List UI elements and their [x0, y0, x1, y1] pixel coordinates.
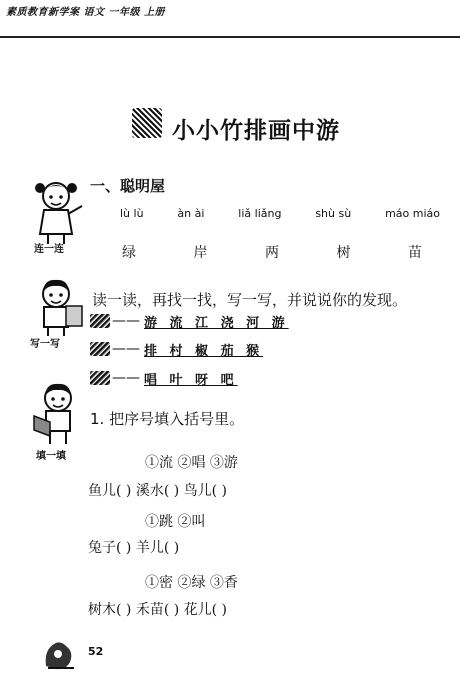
options-3: ①密 ②绿 ③香 [145, 575, 238, 591]
caption-diyixie: 写一写 [30, 339, 60, 350]
radical-icon [90, 371, 110, 385]
group-row: —— 排 村 椒 茄 猴 [90, 339, 263, 359]
hanzi-item: 树 [336, 245, 351, 261]
options-2: ①跳 ②叫 [145, 514, 206, 530]
radical-icon [90, 342, 110, 356]
hanzi-item: 岸 [193, 245, 208, 261]
hanzi-item: 苗 [408, 245, 422, 261]
pinyin-item: àn ài [177, 207, 205, 220]
pinyin-row [120, 207, 440, 220]
blanks-3: 树木( ) 禾苗( ) 花儿( ) [88, 602, 228, 618]
hanzi-item: 两 [265, 245, 279, 261]
blanks-1: 鱼儿( ) 溪水( ) 鸟儿( ) [88, 483, 228, 499]
pinyin-item: liǎ liǎng [238, 207, 282, 220]
blanks-2: 兔子( ) 羊儿( ) [88, 540, 180, 556]
group-row: —— 游 流 江 浇 河 游 [90, 311, 289, 331]
caption-tianyitian: 填一填 [36, 451, 66, 462]
page-title: 小小竹排画中游 [172, 118, 340, 144]
options-1: ①流 ②唱 ③游 [145, 455, 238, 471]
radical-icon [90, 314, 110, 328]
section-title: 一、聪明屋 [90, 177, 166, 195]
footer-ornament [40, 636, 80, 672]
hanzi-item: 绿 [122, 245, 136, 261]
page-number: 52 [88, 645, 104, 658]
title-icon [132, 108, 162, 138]
girl-illustration [30, 178, 88, 248]
header-divider [0, 36, 460, 38]
boy-illustration [30, 276, 88, 338]
pinyin-item: máo miáo [385, 207, 440, 220]
pinyin-item: lù lù [120, 207, 144, 220]
caption-lianyilian: 连一连 [34, 244, 64, 255]
group-row: —— 唱 叶 呀 吧 [90, 368, 238, 388]
hanzi-row [122, 242, 422, 262]
instruction-text: 读一读，再找一找，写一写，并说说你的发现。 [92, 291, 408, 309]
reading-boy-illustration [30, 380, 88, 448]
header-text: 素质教育新学案 语文 一年级 上册 [6, 7, 165, 18]
task-heading: 1. 把序号填入括号里。 [90, 410, 245, 428]
pinyin-item: shù sù [315, 207, 352, 220]
